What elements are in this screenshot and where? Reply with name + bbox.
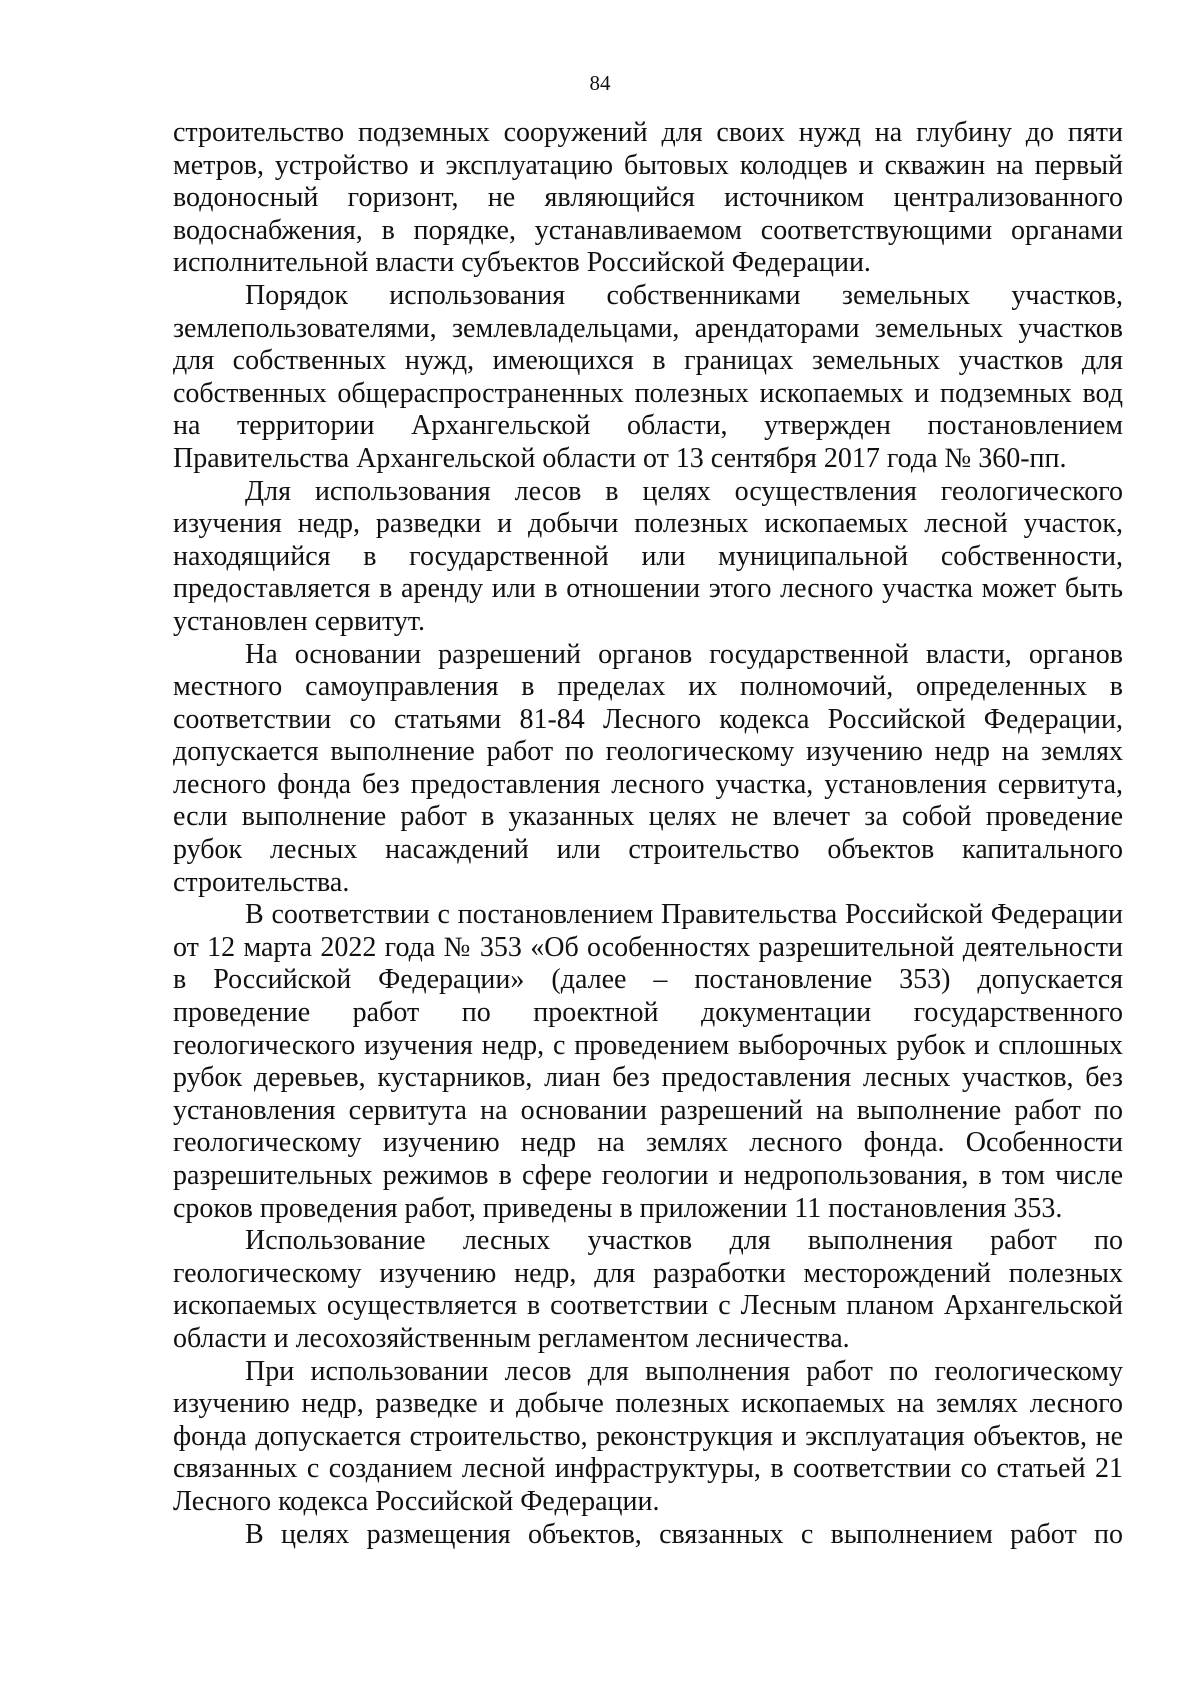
paragraph-permits: На основании разрешений органов государственной власти, органов местного самоуправления в пределах их полномочий, определенных в соответствии со статьями 81-84 Лесного кодекса Российской Федерации, допускается выполнение работ по геологическому изучению недр на землях лесного фонда без предоставления лесного участка, установления сервитута, если выполнение работ в указанных целях не влечет за собой проведение рубок лесных насаждений или строительство объектов капитального строительства.: [173, 638, 1123, 898]
paragraph-forest-lease: Для использования лесов в целях осуществления геологического изучения недр, разведки и добычи полезных ископаемых лесной участок, находящийся в государственной или муниципальной собственности, предоставляется в аренду или в отношении этого лесного участка может быть установлен сервитут.: [173, 475, 1123, 637]
document-body: [173, 117, 1123, 1551]
paragraph-forest-plan: Использование лесных участков для выполнения работ по геологическому изучению недр, для разработки месторождений полезных ископаемых осуществляется в соответствии с Лесным планом Архангельской области и лесохозяйственным регламентом лесничества.: [173, 1225, 1123, 1354]
paragraph-continued: строительство подземных сооружений для своих нужд на глубину до пяти метров, устройство и эксплуатацию бытовых колодцев и скважин на первый водоносный горизонт, не являющийся источником централизованного водоснабжения, в порядке, устанавливаемом соответствующими органами исполнительной власти субъектов Российской Федерации.: [173, 117, 1123, 279]
page-number: 84: [589, 71, 611, 95]
paragraph-mineral-use-procedure: Порядок использования собственниками земельных участков, землепользователями, землевладельцами, арендаторами земельных участков для собственных нужд, имеющихся в границах земельных участков для собственных общераспространенных полезных ископаемых и подземных вод на территории Архангельской области, утвержден постановлением Правительства Архангельской области от 13 сентября 2017 года № 360-пп.: [173, 279, 1123, 474]
paragraph-resolution-353: В соответствии с постановлением Правительства Российской Федерации от 12 марта 2022 года № 353 «Об особенностях разрешительной деятельности в Российской Федерации» (далее – постановление 353) допускается проведение работ по проектной документации государственного геологического изучения недр, с проведением выборочных рубок и сплошных рубок деревьев, кустарников, лиан без предоставления лесных участков, без установления сервитута на основании разрешений на выполнение работ по геологическому изучению недр на землях лесного фонда. Особенности разрешительных режимов в сфере геологии и недропользования, в том числе сроков проведения работ, приведены в приложении 11 постановления 353.: [173, 899, 1123, 1224]
paragraph-construction: При использовании лесов для выполнения работ по геологическому изучению недр, разведке и добыче полезных ископаемых на землях лесного фонда допускается строительство, реконструкция и эксплуатация объектов, не связанных с созданием лесной инфраструктуры, в соответствии со статьей 21 Лесного кодекса Российской Федерации.: [173, 1355, 1123, 1517]
paragraph-cut-off: В целях размещения объектов, связанных с выполнением работ по: [245, 1518, 1123, 1550]
